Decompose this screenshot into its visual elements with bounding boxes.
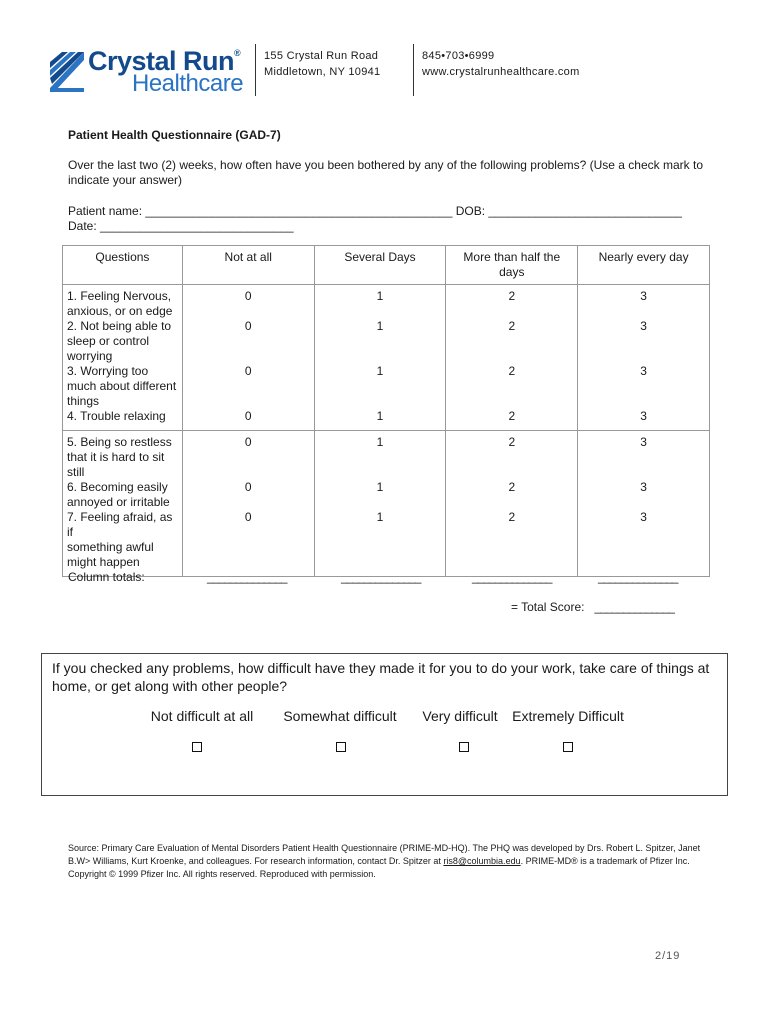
address-line-1: 155 Crystal Run Road [264,50,379,62]
header-questions: Questions [63,246,183,285]
question-item [67,510,178,570]
website-link[interactable]: www.crystalrunhealthcare.com [422,66,580,78]
score-value: 0 [244,319,252,333]
question-text: something awful [67,540,154,554]
score-value: 0 [244,480,252,494]
score-value: 1 [376,510,384,524]
score-value: 0 [244,409,252,423]
total-nearly-every-day-field[interactable]: ______________ [598,570,678,584]
score-cell[interactable] [314,285,446,431]
date-field[interactable]: Date: _____________________________ [68,219,294,233]
form-title: Patient Health Questionnaire (GAD-7) [68,128,281,142]
address-line-2: Middletown, NY 10941 [264,66,381,78]
score-value: 2 [508,435,516,449]
address-block [264,48,380,80]
score-value: 3 [640,409,647,423]
score-value: 2 [508,409,516,423]
question-text: 1. Feeling Nervous, [67,289,172,303]
question-text: 5. Being so restless [67,435,172,449]
score-cell[interactable] [446,431,578,577]
question-item [67,480,178,510]
score-value: 3 [640,510,647,524]
brand-subname: Healthcare [132,70,244,97]
question-item [67,435,178,480]
score-value: 2 [508,319,516,333]
contact-block [422,48,580,80]
score-cell[interactable] [182,285,314,431]
header-several-days: Several Days [314,246,446,285]
header-not-at-all: Not at all [182,246,314,285]
score-cell[interactable] [182,431,314,577]
score-cell[interactable] [578,431,710,577]
page-header [48,40,748,100]
total-more-than-half-field[interactable]: ______________ [472,570,552,584]
question-cell [63,431,183,577]
question-text: much about different [67,379,177,393]
score-value: 3 [640,289,647,303]
question-text: annoyed or irritable [67,495,170,509]
question-text: 3. Worrying too [67,364,149,378]
source-text: Source: Primary Care Evaluation of Mental Disorders Patient Health Questionnaire (PRIME-MD-HQ). The PHQ was developed by Drs. Robert L. Spitzer, Janet B.W> Williams, Kurt Kroenke, and colleagues. For research information, contact Dr. Spitzer at [68,843,701,866]
score-value: 3 [640,319,647,333]
score-cell[interactable] [314,431,446,577]
score-value: 3 [640,435,647,449]
patient-info [68,204,682,234]
score-value: 1 [376,319,384,333]
checkbox-extremely-difficult[interactable] [563,742,573,752]
score-value: 1 [376,364,384,378]
total-score-label: = Total Score: [511,600,585,614]
checkbox-very-difficult[interactable] [459,742,469,752]
score-value: 3 [640,364,647,378]
option-not-difficult: Not difficult at all [150,708,254,724]
question-text: 6. Becoming easily [67,480,168,494]
question-text: 7. Feeling afraid, as if [67,510,173,539]
question-text: sleep or control [67,334,150,348]
score-value: 0 [244,289,252,303]
score-cell[interactable] [446,285,578,431]
header-more-than-half: More than half the days [446,246,578,285]
score-value: 3 [640,480,647,494]
score-value: 1 [376,409,384,423]
score-value: 0 [244,364,252,378]
score-value: 2 [508,510,516,524]
header-divider [413,44,414,96]
question-text: that it is hard to sit [67,450,165,464]
total-score [511,600,674,614]
phone-number: 845•703•6999 [422,50,495,62]
question-cell [63,285,183,431]
question-text: anxious, or on edge [67,304,173,318]
question-item [67,289,178,319]
score-value: 1 [376,480,384,494]
total-not-at-all-field[interactable]: ______________ [207,570,287,584]
question-item [67,319,178,364]
crystal-run-logo [48,44,248,96]
difficulty-question: If you checked any problems, how difficult have they made it for you to do your work, take care of things at home, or get along with other people? [52,660,710,694]
checkbox-somewhat-difficult[interactable] [336,742,346,752]
checkbox-not-difficult[interactable] [192,742,202,752]
source-text-end: . PRIME-MD® is a trademark of Pfizer Inc. Copyright © 1999 Pfizer Inc. All rights reserved. Reproduced with permission. [68,856,690,879]
question-text: things [67,394,100,408]
question-text: 2. Not being able to [67,319,172,333]
score-value: 2 [508,480,516,494]
score-value: 2 [508,364,516,378]
brand-name: Crystal Run® [88,46,241,76]
header-nearly-every-day: Nearly every day [578,246,710,285]
score-value: 0 [244,510,252,524]
score-value: 0 [244,435,252,449]
logo-swoosh-icon [48,48,86,92]
table-row [63,285,710,431]
form-instructions: Over the last two (2) weeks, how often have you been bothered by any of the following problems? (Use a check mark to indicate your answer) [68,158,703,187]
score-value: 2 [508,289,516,303]
page-number: 2/19 [655,950,681,962]
option-somewhat-difficult: Somewhat difficult [283,708,397,724]
question-text: 4. Trouble relaxing [67,409,166,423]
question-item [67,364,178,409]
gad7-table [62,245,710,577]
table-row [63,431,710,577]
patient-name-dob-field[interactable]: Patient name: ______________________________________________ DOB: _____________________________ [68,204,682,218]
score-value: 1 [376,289,384,303]
question-text: worrying [67,349,113,363]
column-totals-label: Column totals: [68,570,145,584]
score-value: 1 [376,435,384,449]
question-item [67,409,178,424]
question-text: might happen [67,555,140,569]
total-several-days-field[interactable]: ______________ [341,570,421,584]
spitzer-email-link[interactable]: ris8@columbia.edu [443,856,521,866]
table-body [63,285,710,577]
score-cell[interactable] [578,285,710,431]
header-divider [255,44,256,96]
total-score-field[interactable]: ______________ [594,600,674,614]
option-very-difficult: Very difficult [422,708,498,724]
difficulty-section [41,653,728,796]
option-extremely-difficult: Extremely Difficult [512,708,624,724]
table-header-row [63,246,710,285]
question-text: still [67,465,85,479]
source-citation [68,842,708,881]
